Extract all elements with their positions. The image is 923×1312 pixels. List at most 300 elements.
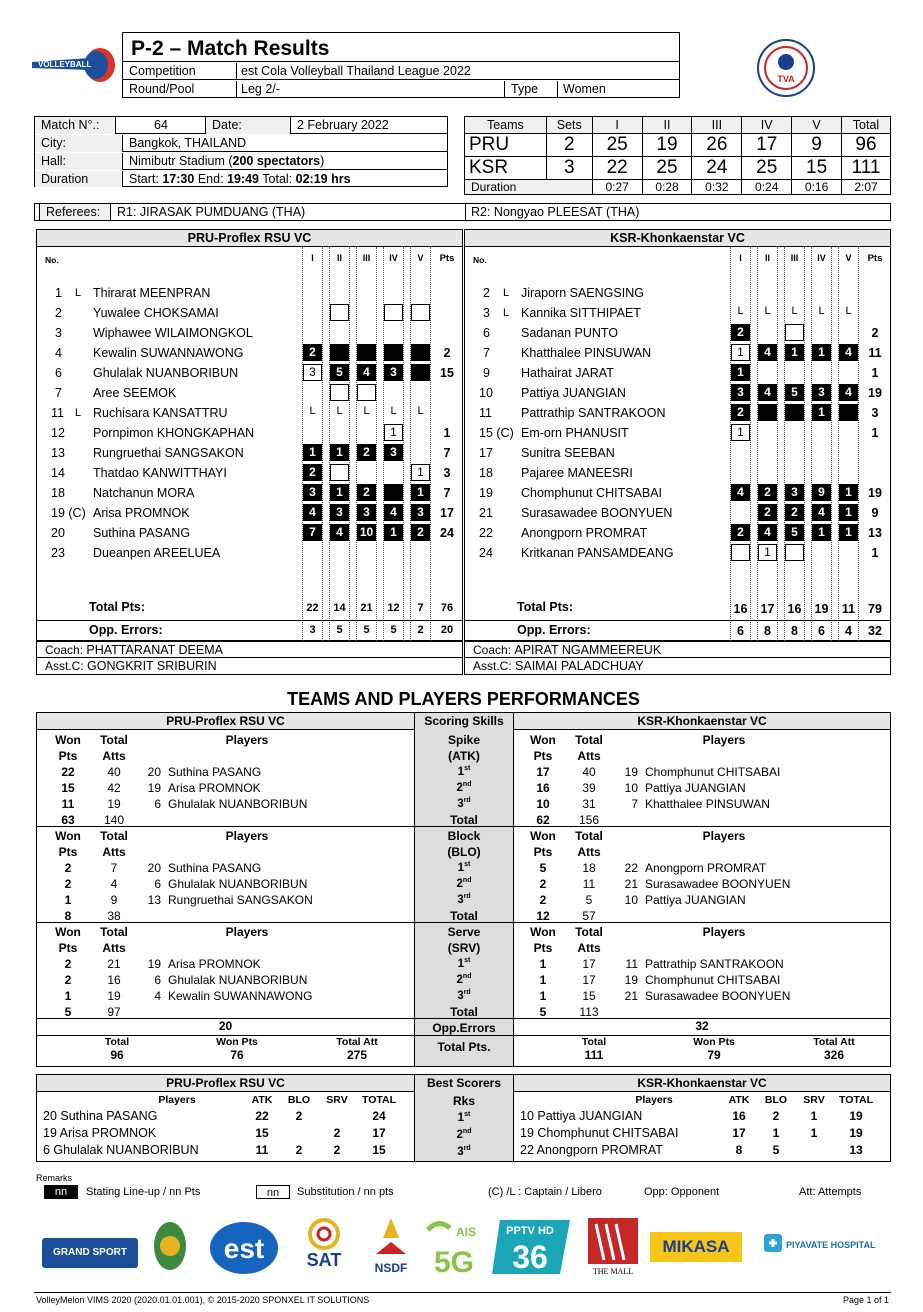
perf-won: 2 (64, 957, 72, 971)
won-header: Won (55, 925, 81, 939)
score-table (464, 116, 891, 196)
pts-header: Pts (58, 845, 78, 859)
pptv-logo (490, 1216, 572, 1278)
player-points: 3 (443, 466, 451, 480)
set-entry (357, 384, 376, 401)
perf-player-no: 6 (154, 877, 161, 891)
player-points: 2 (443, 346, 451, 360)
player-name: Hathairat JARAT (521, 366, 614, 380)
svg-text:PIYAVATE HOSPITAL: PIYAVATE HOSPITAL (786, 1240, 876, 1250)
player-number: 3 (483, 306, 490, 320)
player-points: 9 (871, 506, 879, 520)
perf-player-no: 10 (624, 893, 638, 907)
score-header: Sets (546, 117, 592, 134)
set-entry: 4 (758, 344, 777, 361)
player-name: Wiphawee WILAIMONGKOL (93, 326, 253, 340)
players-header: Players (225, 829, 269, 843)
volleyball-logo (30, 44, 116, 86)
perf-total-att: 38 (107, 909, 121, 923)
set-entry: 1 (731, 424, 750, 441)
date-value: 2 February 2022 (297, 118, 389, 132)
match-no-label: Match N°.: (35, 117, 116, 134)
perf-total-won: 12 (536, 909, 550, 923)
opp-errors-label: Opp. Errors: (89, 623, 163, 637)
player-name: Thirarat MEENPRAN (93, 286, 211, 300)
nsdf-logo (366, 1214, 416, 1278)
no-header: No. (473, 255, 487, 265)
player-number: 17 (479, 446, 493, 460)
player-name: Jiraporn SAENGSING (521, 286, 644, 300)
atts-header: Atts (102, 845, 126, 859)
player-number: 4 (55, 346, 62, 360)
grand-sport-logo: GRAND SPORT (42, 1238, 138, 1268)
best-srv: 2 (333, 1143, 341, 1157)
remarks-row (44, 1185, 894, 1201)
set-entry: 4 (384, 504, 403, 521)
footer-left: VolleyMelon VIMS 2020 (2020.01.01.001), © 2015-2020 SPONXEL IT SOLUTIONS (36, 1295, 370, 1305)
set-entry: 4 (357, 364, 376, 381)
roster-divider (465, 620, 890, 621)
player-number: 18 (479, 466, 493, 480)
best-srv: 1 (810, 1126, 818, 1140)
perf-won: 2 (539, 877, 547, 891)
perf-player-no: 20 (147, 765, 161, 779)
score-header: II (642, 117, 692, 134)
svg-text:PPTV HD: PPTV HD (506, 1225, 554, 1237)
set-entry (785, 404, 804, 421)
score-header: III (692, 117, 742, 134)
skill-total-label: Total (450, 1005, 478, 1019)
asst-coach-b: SAIMAI PALADCHUAY (515, 659, 644, 673)
footer-line (34, 1292, 891, 1293)
rank-label: 3rd (457, 893, 471, 906)
perf-player-no: 19 (147, 957, 161, 971)
sponsor-bar (36, 1210, 891, 1288)
perf-player-no: 13 (147, 893, 161, 907)
competition-label: Competition (129, 64, 196, 78)
set-entry: L (417, 405, 424, 417)
svg-text:NSDF: NSDF (374, 1261, 408, 1275)
coach-label: Coach: (45, 643, 84, 657)
coach-label: Coach: (473, 643, 512, 657)
summary-header: Won Pts (693, 1036, 735, 1048)
player-points: 19 (868, 386, 882, 400)
player-points: 1 (871, 546, 879, 560)
total-header: Total (100, 829, 128, 843)
perf-att: 39 (582, 781, 596, 795)
player-row (465, 523, 890, 543)
total-points: 79 (868, 602, 882, 616)
player-number: 6 (55, 366, 62, 380)
player-name: Pattiya JUANGIAN (521, 386, 626, 400)
set-entry (384, 304, 403, 321)
set-entry: 3 (330, 504, 349, 521)
rank-label: 2nd (456, 781, 472, 794)
player-points: 19 (868, 486, 882, 500)
player-number: 11 (479, 406, 492, 420)
sat-logo (294, 1214, 354, 1278)
perf-total-won: 5 (539, 1005, 547, 1019)
perf-player-name: Anongporn PROMRAT (645, 861, 767, 875)
player-name: Surasawadee BOONYUEN (521, 506, 673, 520)
rank-label: 3rd (457, 797, 471, 810)
player-name: Pattrathip SANTRAKOON (521, 406, 666, 420)
player-name: Sadanan PUNTO (521, 326, 619, 340)
pts-header: Pts (533, 845, 553, 859)
atts-header: Atts (577, 749, 601, 763)
set-entry: L (737, 305, 744, 317)
perf-player-no: 11 (625, 957, 638, 971)
set-header: II (764, 253, 770, 263)
player-number: 7 (483, 346, 490, 360)
set-entry: 4 (303, 504, 322, 521)
score-header: IV (742, 117, 792, 134)
perf-total-won: 62 (536, 813, 550, 827)
skills-label: Scoring Skills (424, 714, 504, 728)
perf-player-name: Pattiya JUANGIAN (645, 893, 746, 907)
summary-header: Total Att (336, 1036, 378, 1048)
player-number: 13 (51, 446, 65, 460)
best-col-header: TOTAL (838, 1094, 874, 1106)
total-points: 76 (440, 602, 454, 614)
set-entry (411, 364, 430, 381)
duration-label: Duration (35, 171, 123, 187)
perf-player-no: 10 (624, 781, 638, 795)
skill-name: Block (447, 829, 481, 843)
perf-player-name: Pattrathip SANTRAKOON (645, 957, 784, 971)
players-header: Players (225, 925, 269, 939)
player-row (37, 363, 462, 383)
total-pts-label: Total Pts: (89, 600, 146, 614)
player-row (465, 463, 890, 483)
perf-won: 10 (536, 797, 550, 811)
competition-value: est Cola Volleyball Thailand League 2022 (241, 64, 471, 78)
player-role: L (503, 307, 510, 319)
set-entry: 5 (330, 364, 349, 381)
opp-errors-b: 32 (695, 1019, 709, 1033)
player-number: 24 (479, 546, 493, 560)
player-number: 21 (479, 506, 493, 520)
won-header: Won (530, 733, 556, 747)
best-team-b: KSR-Khonkaenstar VC (514, 1075, 890, 1092)
players-header: Players (702, 733, 746, 747)
summary-value: 76 (230, 1048, 244, 1062)
best-player: 22 Anongporn PROMRAT (520, 1143, 663, 1157)
opp-errors-total: 20 (440, 624, 454, 636)
best-srv: 1 (810, 1109, 818, 1123)
coach-a-box (36, 641, 463, 675)
won-header: Won (55, 829, 81, 843)
summary-value: 275 (346, 1048, 368, 1062)
player-row (37, 303, 462, 323)
set-entry: 4 (839, 344, 858, 361)
set-entry: 1 (731, 344, 750, 361)
set-entry: 1 (812, 344, 831, 361)
player-row (465, 443, 890, 463)
set-entry (731, 544, 750, 561)
rank-label: 2nd (456, 973, 472, 986)
performance-title: TEAMS AND PLAYERS PERFORMANCES (287, 689, 640, 709)
set-entry: 3 (731, 384, 750, 401)
set-entry: 4 (839, 384, 858, 401)
round-value: Leg 2/- (241, 82, 280, 96)
set-total: 14 (333, 602, 346, 614)
set-entry (330, 464, 349, 481)
players-header: Players (702, 925, 746, 939)
legend-sub-box: nn (256, 1185, 290, 1199)
asst-label: Asst.C: (473, 659, 512, 673)
best-atk: 17 (732, 1126, 746, 1140)
score-header: V (792, 117, 842, 134)
player-name: Rungruethai SANGSAKON (93, 446, 244, 460)
legend-start-box: nn (44, 1185, 78, 1199)
best-atk: 16 (732, 1109, 746, 1123)
atts-header: Atts (102, 749, 126, 763)
set-entry: 3 (384, 444, 403, 461)
pts-header: Pts (58, 941, 78, 955)
best-player: 19 Chomphunut CHITSABAI (520, 1126, 679, 1140)
skill-divider (37, 922, 890, 923)
player-name: Kritkanan PANSAMDEANG (521, 546, 674, 560)
player-name: Kewalin SUWANNAWONG (93, 346, 244, 360)
ais-logo (424, 1216, 484, 1278)
best-player: 6 Ghulalak NUANBORIBUN (43, 1143, 199, 1157)
player-number: 2 (483, 286, 490, 300)
no-header: No. (45, 255, 59, 265)
roster-team-name: KSR-Khonkaenstar VC (465, 230, 890, 247)
opp-error: 3 (309, 624, 316, 636)
set-entry: 2 (303, 464, 322, 481)
pts-header: Pts (533, 749, 553, 763)
player-role: L (503, 287, 510, 299)
player-name: Ghulalak NUANBORIBUN (93, 366, 239, 380)
set-entry: 1 (839, 504, 858, 521)
set-header: I (311, 253, 314, 263)
player-name: Anongporn PROMRAT (521, 526, 648, 540)
referees-box (34, 203, 891, 221)
perf-won: 2 (539, 893, 547, 907)
perf-att: 40 (107, 765, 121, 779)
player-number: 20 (51, 526, 65, 540)
perf-att: 21 (107, 957, 121, 971)
perf-player-name: Ghulalak NUANBORIBUN (168, 877, 308, 891)
player-points: 15 (440, 366, 454, 380)
won-header: Won (55, 733, 81, 747)
perf-player-name: Arisa PROMNOK (168, 957, 261, 971)
skill-code: (BLO) (447, 845, 481, 859)
player-number: 19 (C) (51, 506, 86, 520)
referee-1: R1: JIRASAK PUMDUANG (THA) (117, 205, 306, 219)
set-total: 19 (814, 602, 829, 616)
footer-right: Page 1 of 1 (842, 1295, 889, 1305)
opp-error: 6 (818, 624, 825, 638)
perf-won: 16 (536, 781, 550, 795)
perf-att: 15 (582, 989, 596, 1003)
set-entry: 2 (357, 484, 376, 501)
best-blo: 2 (772, 1109, 780, 1123)
opp-error: 4 (845, 624, 852, 638)
set-entry: 3 (357, 504, 376, 521)
player-row (465, 403, 890, 423)
legend-captain: (C) /L : Captain / Libero (488, 1186, 602, 1198)
player-name: Arisa PROMNOK (93, 506, 190, 520)
perf-att: 5 (585, 893, 593, 907)
mikasa-logo: MIKASA (650, 1232, 742, 1262)
perf-att: 4 (110, 877, 118, 891)
player-number: 15 (C) (479, 426, 514, 440)
set-entry: 2 (758, 504, 777, 521)
remarks-label: Remarks (36, 1173, 73, 1183)
set-entry: 1 (411, 464, 430, 481)
set-entry (785, 544, 804, 561)
duration-row: Duration 0:27 0:28 0:32 0:24 0:16 2:07 (465, 180, 891, 195)
asst-label: Asst.C: (45, 659, 84, 673)
perf-att: 17 (582, 957, 596, 971)
perf-team-b: KSR-Khonkaenstar VC (514, 713, 890, 730)
duration-value: Start: 17:30 End: 19:49 Total: 02:19 hrs (129, 172, 351, 186)
perf-won: 17 (536, 765, 550, 779)
best-blo: 2 (295, 1143, 303, 1157)
player-name: Aree SEEMOK (93, 386, 177, 400)
team-b-roster (464, 229, 891, 641)
opp-errors-label: Opp.Errors (432, 1021, 496, 1035)
perf-att: 18 (582, 861, 596, 875)
set-entry: 1 (812, 404, 831, 421)
score-header: Teams (465, 117, 547, 134)
set-entry: 4 (758, 384, 777, 401)
legend-opp: Opp: Opponent (644, 1186, 720, 1198)
best-atk: 8 (735, 1143, 743, 1157)
best-col-header: ATK (251, 1094, 273, 1106)
set-entry: 1 (384, 524, 403, 541)
perf-won: 1 (539, 973, 547, 987)
set-entry: 4 (758, 524, 777, 541)
set-entry: L (390, 405, 397, 417)
set-total: 21 (360, 602, 373, 614)
skill-divider (37, 826, 890, 827)
perf-total-att: 97 (107, 1005, 121, 1019)
legend-att: Att: Attempts (799, 1186, 862, 1198)
the-mall-logo (584, 1216, 642, 1278)
total-header: Total (100, 733, 128, 747)
set-entry: 4 (731, 484, 750, 501)
player-name: Suthina PASANG (93, 526, 191, 540)
perf-total-won: 63 (61, 813, 75, 827)
player-name: Pornpimon KHONGKAPHAN (93, 426, 255, 440)
set-entry: 3 (411, 504, 430, 521)
player-row (37, 463, 462, 483)
perf-player-name: Ghulalak NUANBORIBUN (168, 973, 308, 987)
summary-value: 111 (584, 1048, 604, 1062)
player-points: 7 (443, 446, 451, 460)
player-number: 6 (483, 326, 490, 340)
player-name: Kannika SITTHIPAET (521, 306, 641, 320)
svg-text:5G: 5G (433, 1246, 475, 1278)
set-entry: 3 (303, 364, 322, 381)
set-entry (330, 344, 349, 361)
set-entry: 5 (785, 384, 804, 401)
pts-header: Pts (533, 941, 553, 955)
set-total: 22 (306, 602, 319, 614)
asst-coach-a: GONGKRIT SRIBURIN (87, 659, 217, 673)
won-header: Won (530, 925, 556, 939)
player-number: 7 (55, 386, 62, 400)
set-entry: L (309, 405, 316, 417)
best-blo: 5 (772, 1143, 780, 1157)
rank-label: 1st (457, 861, 471, 874)
coach-a: PHATTARANAT DEEMA (86, 643, 223, 657)
rks-label: Rks (452, 1094, 475, 1108)
set-entry (839, 404, 858, 421)
set-entry: 2 (303, 344, 322, 361)
score-header: I (592, 117, 642, 134)
player-row (465, 483, 890, 503)
summary-header: Total (581, 1036, 607, 1048)
summary-value: 79 (707, 1048, 721, 1062)
hall-value: Nimibutr Stadium (200 spectators) (129, 154, 325, 168)
set-total: 16 (787, 602, 802, 616)
set-header: IV (389, 253, 398, 263)
opp-error: 5 (336, 624, 343, 636)
best-tot: 17 (372, 1126, 386, 1140)
perf-player-no: 21 (624, 877, 638, 891)
player-name: Dueanpen AREELUEA (93, 546, 221, 560)
opp-error: 6 (737, 624, 744, 638)
atts-header: Atts (102, 941, 126, 955)
set-entry: 2 (758, 484, 777, 501)
perf-player-name: Kewalin SUWANNAWONG (168, 989, 313, 1003)
set-header: V (417, 253, 424, 263)
coach-b: APIRAT NGAMMEEREUK (514, 643, 662, 657)
player-points: 11 (868, 346, 882, 360)
player-points: 24 (440, 526, 454, 540)
hall-label: Hall: (35, 153, 123, 170)
set-entry: 2 (731, 404, 750, 421)
set-entry: 1 (330, 484, 349, 501)
performance-table (36, 712, 891, 1067)
set-entry: 10 (357, 524, 376, 541)
skill-code: (ATK) (448, 749, 480, 763)
svg-text:THE MALL: THE MALL (592, 1267, 634, 1276)
set-entry: L (764, 305, 771, 317)
best-col-header: Players (158, 1094, 196, 1106)
perf-att: 42 (107, 781, 121, 795)
opp-errors-a: 20 (218, 1019, 233, 1033)
perf-player-name: Suthina PASANG (168, 765, 262, 779)
player-row (465, 383, 890, 403)
svg-text:est: est (223, 1233, 265, 1264)
perf-player-no: 19 (624, 765, 638, 779)
player-row (37, 443, 462, 463)
page-title: P-2 – Match Results (123, 33, 679, 62)
set-entry: L (791, 305, 798, 317)
player-number: 10 (479, 386, 493, 400)
set-entry: L (818, 305, 825, 317)
set-entry: 3 (303, 484, 322, 501)
type-value: Women (563, 82, 606, 96)
perf-player-name: Chomphunut CHITSABAI (645, 973, 781, 987)
set-entry: 1 (330, 444, 349, 461)
rank-label: 2nd (456, 877, 472, 890)
player-points: 1 (871, 426, 879, 440)
opp-error: 5 (363, 624, 370, 636)
perf-player-name: Arisa PROMNOK (168, 781, 261, 795)
perf-won: 2 (64, 861, 72, 875)
player-number: 1 (55, 286, 62, 300)
opp-error: 8 (764, 624, 771, 638)
score-header: Total (842, 117, 891, 134)
set-total: 11 (841, 602, 856, 616)
